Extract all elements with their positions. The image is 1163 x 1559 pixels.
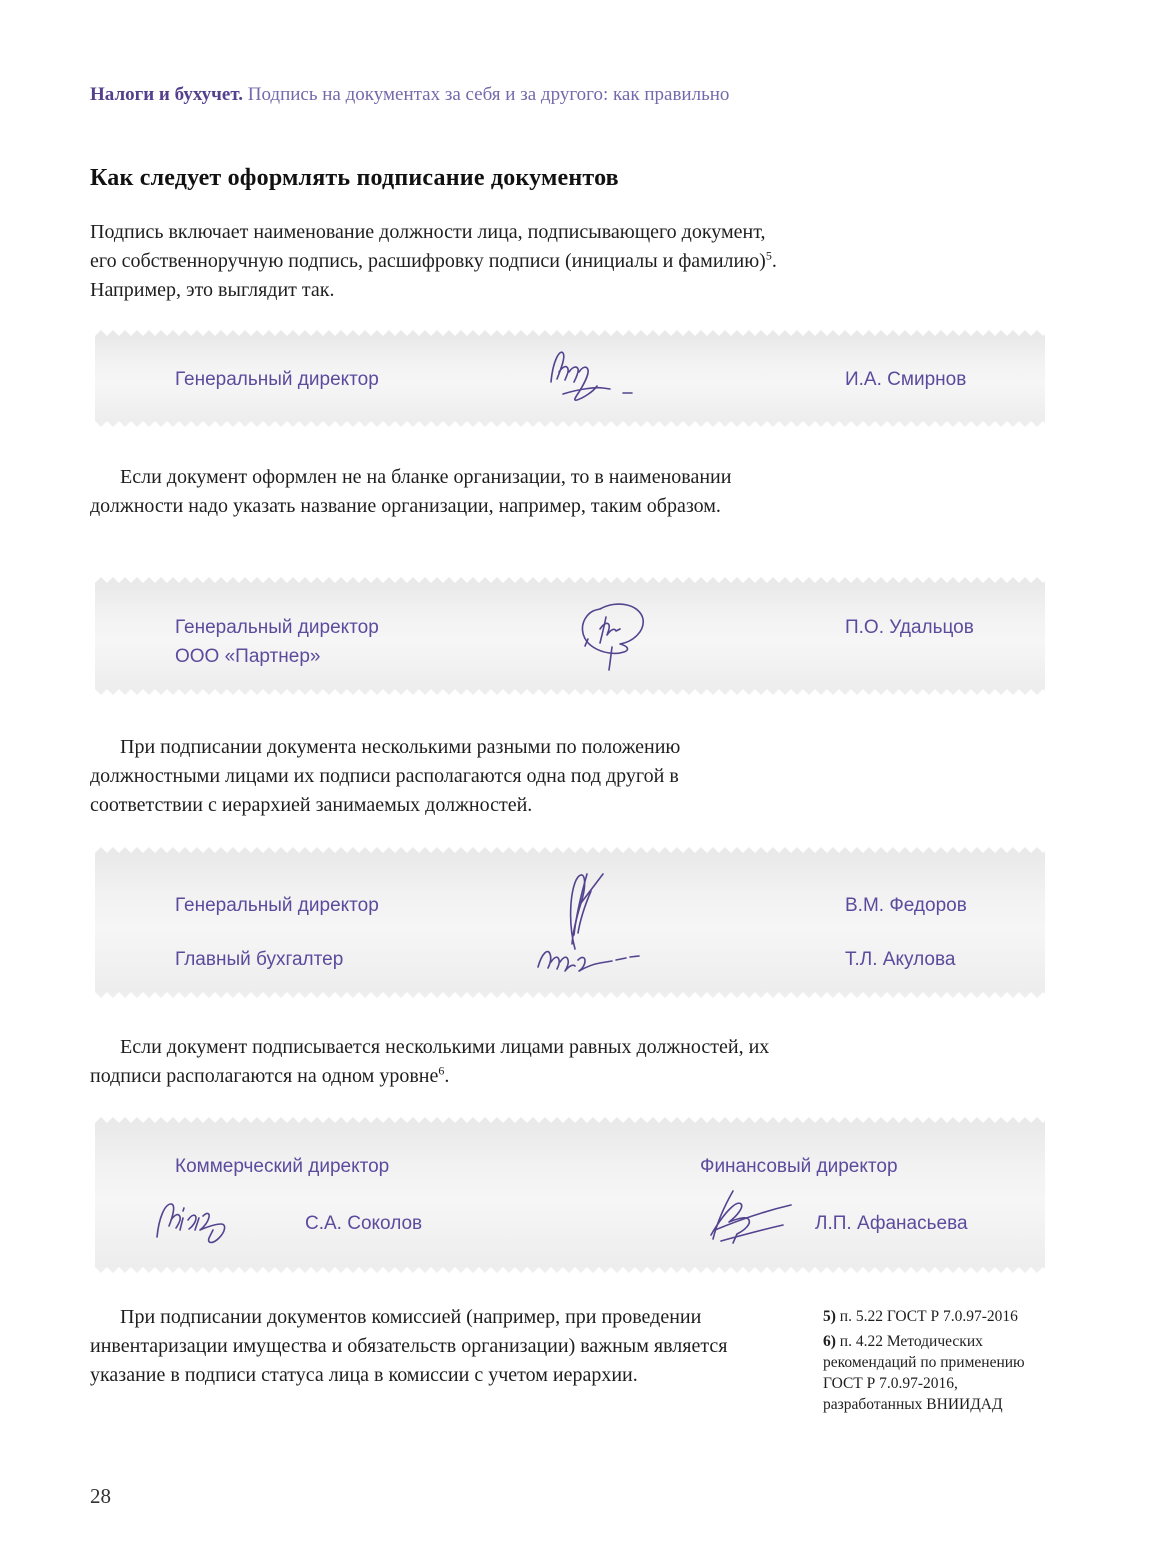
position-label-row2: Главный бухгалтер bbox=[175, 949, 344, 970]
footnote-ref-5: 5 bbox=[765, 248, 772, 263]
publication-brand: Налоги и бухучет. bbox=[90, 84, 243, 105]
paragraph-1 bbox=[90, 218, 785, 305]
perforation-bottom bbox=[95, 689, 1045, 695]
section-heading: Как следует оформлять подписание документов bbox=[90, 165, 619, 191]
signature-example-1 bbox=[95, 330, 1045, 427]
paragraph-1-tail: . Например, это выглядит так. bbox=[90, 250, 777, 301]
signer-name-row1: В.М. Федоров bbox=[845, 895, 967, 916]
signature-example-3 bbox=[95, 847, 1045, 998]
signature-example-2 bbox=[95, 577, 1045, 695]
footnote-5 bbox=[823, 1306, 1038, 1327]
signature-example-4-body bbox=[95, 1123, 1045, 1267]
page-header bbox=[90, 84, 729, 106]
page-number: 28 bbox=[90, 1484, 111, 1508]
footnote-6 bbox=[823, 1331, 1038, 1415]
signer-name-row2: Т.Л. Акулова bbox=[845, 949, 956, 970]
signer-name: И.А. Смирнов bbox=[845, 369, 967, 390]
position-label-line2: ООО «Партнер» bbox=[175, 646, 321, 667]
footnote-ref-6: 6 bbox=[438, 1063, 445, 1078]
position-label-right: Финансовый директор bbox=[700, 1156, 898, 1177]
paragraph-3: При подписании документа несколькими разными по положению должностными лицами их подписи располагаются одна под другой в соответствии с иерархией занимаемых должностей. bbox=[90, 736, 681, 816]
signature-udaltsov bbox=[560, 585, 660, 687]
position-label-line1: Генеральный директор bbox=[175, 617, 379, 638]
footnotes bbox=[823, 1306, 1038, 1419]
signer-name-left: С.А. Соколов bbox=[305, 1213, 423, 1234]
signature-example-3-body bbox=[95, 853, 1045, 992]
paragraph-5: При подписании документов комиссией (например, при проведении инвентаризации имущества и обязательств организации) важным является указание в подписи статуса лица в комиссии с учетом иерархии. bbox=[90, 1306, 728, 1386]
position-label-row1: Генеральный директор bbox=[175, 895, 379, 916]
signature-example-1-body bbox=[95, 336, 1045, 421]
article-running-title: Подпись на документах за себя и за другого: как правильно bbox=[247, 84, 730, 105]
perforation-bottom bbox=[95, 421, 1045, 427]
signature-afanasyeva bbox=[695, 1183, 810, 1255]
signature-example-4 bbox=[95, 1117, 1045, 1273]
perforation-bottom bbox=[95, 1267, 1045, 1273]
paragraph-4 bbox=[90, 1033, 785, 1091]
paragraph-4-text: Если документ подписывается несколькими лицами равных должностей, их подписи располагаются на одном уровне bbox=[90, 1036, 770, 1087]
position-label-left: Коммерческий директор bbox=[175, 1156, 390, 1177]
footnote-6-number: 6) bbox=[823, 1333, 836, 1350]
footnote-5-number: 5) bbox=[823, 1308, 836, 1325]
paragraph-1-text: Подпись включает наименование должности лица, подписывающего документ, его собственноручную подпись, расшифровку подписи (инициалы и фамилию) bbox=[90, 221, 766, 272]
footnote-6-text: п. 4.22 Методических рекомендаций по применению ГОСТ Р 7.0.97-2016, разработанных ВНИИДАД bbox=[823, 1333, 1025, 1413]
signer-name-right: Л.П. Афанасьева bbox=[815, 1213, 968, 1234]
signer-name: П.О. Удальцов bbox=[845, 617, 974, 638]
signature-akulova bbox=[530, 937, 655, 979]
paragraph-2: Если документ оформлен не на бланке организации, то в наименовании должности надо указать название организации, например, таким образом. bbox=[90, 466, 732, 517]
paragraph-4-tail: . bbox=[444, 1065, 450, 1087]
footnote-5-text: п. 5.22 ГОСТ Р 7.0.97-2016 bbox=[835, 1308, 1018, 1325]
signature-example-2-body bbox=[95, 583, 1045, 689]
perforation-bottom bbox=[95, 992, 1045, 998]
signature-sokolov bbox=[143, 1193, 293, 1251]
signature-smirnov bbox=[535, 342, 645, 404]
position-label: Генеральный директор bbox=[175, 369, 379, 390]
